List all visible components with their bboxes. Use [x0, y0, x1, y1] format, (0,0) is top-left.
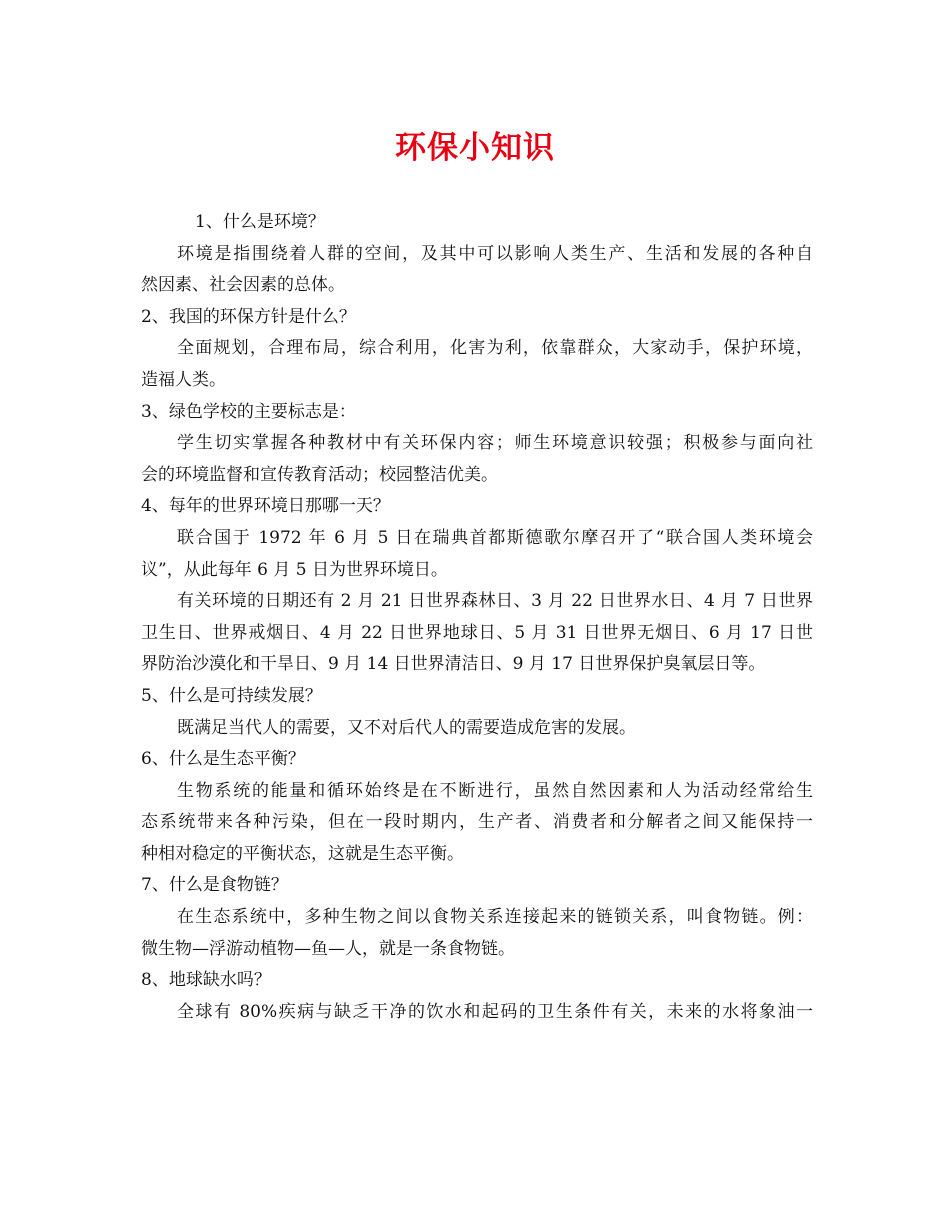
text-line: 既满足当代人的需要，又不对后代人的需要造成危害的发展。 [177, 717, 636, 738]
text-line: 环境是指围绕着人群的空间，及其中可以影响人类生产、生活和发展的各种自 [177, 243, 813, 264]
text-line: 有关环境的日期还有 2 月 21 日世界森林日、3 月 22 日世界水日、4 月 7 日世界 [177, 591, 813, 612]
text-line: 卫生日、世界戒烟日、4 月 22 日世界地球日、5 月 31 日世界无烟日、6 月 17 日世 [141, 622, 813, 643]
page-title: 环保小知识 [395, 130, 555, 166]
text-line: 5、什么是可持续发展？ [141, 685, 322, 706]
text-line: 微生物—浮游动植物—鱼—人，就是一条食物链。 [141, 938, 515, 959]
text-line: 1、什么是环境？ [195, 212, 325, 232]
text-line: 2、我国的环保方针是什么？ [141, 306, 356, 327]
text-line: 造福人类。 [141, 369, 226, 390]
text-line: 8、地球缺水吗？ [141, 970, 271, 991]
text-line: 种相对稳定的平衡状态，这就是生态平衡。 [141, 843, 464, 864]
text-line: 议”，从此每年 6 月 5 日为世界环境日。 [141, 559, 448, 580]
document-body [141, 207, 813, 1028]
text-line: 会的环境监督和宣传教育活动；校园整洁优美。 [141, 464, 498, 485]
text-line: 4、每年的世界环境日那哪一天？ [141, 496, 390, 517]
text-line: 然因素、社会因素的总体。 [141, 275, 345, 296]
text-line: 态系统带来各种污染，但在一段时期内，生产者、消费者和分解者之间又能保持一 [141, 812, 813, 833]
text-line: 在生态系统中，多种生物之间以食物关系连接起来的链锁关系，叫食物链。例： [177, 907, 813, 928]
text-line: 3、绿色学校的主要标志是： [141, 401, 356, 422]
text-line: 生物系统的能量和循环始终是在不断进行，虽然自然因素和人为活动经常给生 [177, 780, 813, 801]
text-line: 全面规划，合理布局，综合利用，化害为利，依靠群众，大家动手，保护环境， [177, 338, 813, 359]
text-line: 界防治沙漠化和干旱日、9 月 14 日世界清洁日、9 月 17 日世界保护臭氧层日等。 [141, 654, 766, 675]
text-line: 6、什么是生态平衡？ [141, 749, 305, 770]
text-line: 联合国于 1972 年 6 月 5 日在瑞典首都斯德歌尔摩召开了“联合国人类环境会 [177, 527, 813, 548]
text-line: 全球有 80%疾病与缺乏干净的饮水和起码的卫生条件有关，未来的水将象油一 [177, 1001, 813, 1022]
text-line: 7、什么是食物链？ [141, 875, 288, 896]
text-line: 学生切实掌握各种教材中有关环保内容；师生环境意识较强；积极参与面向社 [177, 433, 813, 454]
